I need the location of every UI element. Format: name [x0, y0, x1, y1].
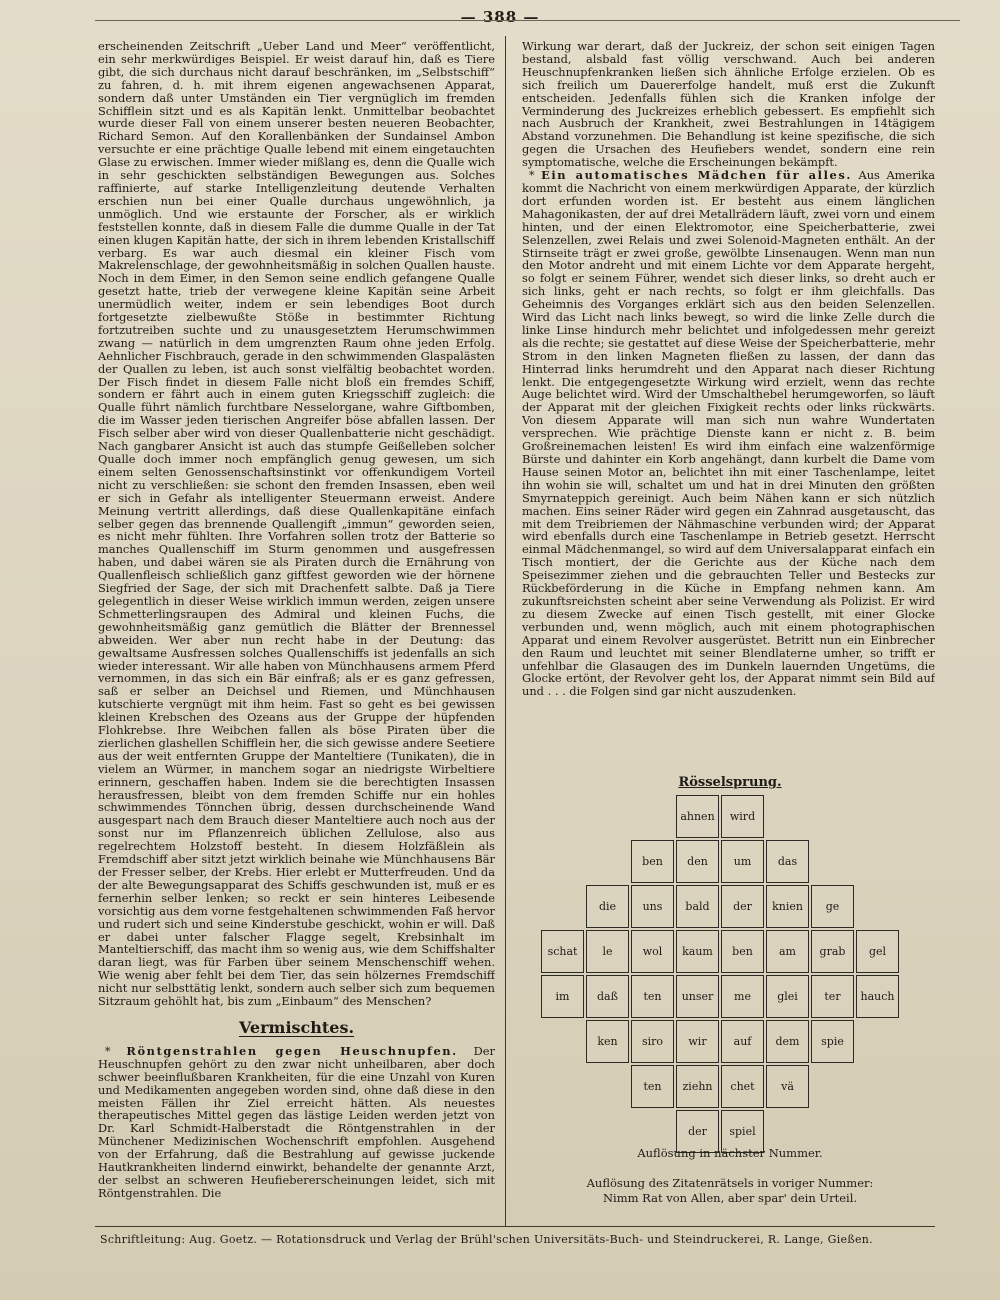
right-column — [522, 40, 935, 760]
xray-article: * Röntgenstrahlen gegen Heuschnupfen. Der Heuschnupfen gehört zu den zwar nicht unheilbaren, aber doch schwer beeinflußbaren Krankheiten, für die eine Unzahl von Kuren und Medikamenten angegeben worden sind, ohne daß diese in den meisten Fällen ihr Ziel erreicht hätten. Als neuestes therapeutisches Mittel gegen das lästige Leiden werden jetzt von Dr. Karl Schmidt-Halberstadt die Röntgenstrahlen in der Münchener Medizinischen Wochenschrift empfohlen. Ausgehend von der Erfahrung, daß die Bestrahlung auf gewisse juckende Hautkrankheiten lindernd einwirkt, behandelte der genannte Arzt, der selbst an schweren Heufiebererscheinungen leidet, sich mit Röntgenstrahlen. Die — [98, 1043, 495, 1200]
puzzle-cell: um — [721, 840, 764, 883]
puzzle-title: Rösselsprung. — [678, 775, 782, 790]
puzzle-cell: hauch — [856, 975, 899, 1018]
automaton-article-heading: Ein automatisches Mädchen für alles. — [541, 168, 852, 183]
header-rule — [95, 20, 960, 21]
puzzle-cell: wir — [676, 1020, 719, 1063]
xray-article-continuation: Wirkung war derart, daß der Juckreiz, der schon seit einigen Tagen bestand, alsbald fast völlig verschwand. Auch bei anderen Heuschnupfenkranken ließen sich ähnliche Erfolge erzielen. Ob es sich freilich um Dauererfolge handelt, muß erst die Zukunft entscheiden. Jedenfalls fühlen sich die Kranken infolge der Verminderung des Juckreizes erheblich gebessert. Es empfiehlt sich nach Ausbruch der Krankheit, zwei Bestrahlungen in 14tägigem Abstand vorzunehmen. Die Behandlung ist keine spezifische, die sich gegen die Ursachen des Heufiebers wendet, sondern eine rein symptomatische, welche die Erscheinungen bekämpft. — [522, 40, 935, 170]
imprint-footer: Schriftleitung: Aug. Goetz. — Rotationsdruck und Verlag der Brühl'schen Universitäts-Buch- und Steindruckerei, R. Lange, Gießen. — [100, 1233, 873, 1246]
puzzle-cell: unser — [676, 975, 719, 1018]
puzzle-cell: im — [541, 975, 584, 1018]
puzzle-note: Auflösung in nächster Nummer. — [637, 1146, 823, 1160]
puzzle-cell: ten — [631, 1065, 674, 1108]
puzzle-cell: grab — [811, 930, 854, 973]
puzzle-cell: spie — [811, 1020, 854, 1063]
puzzle-cell: chet — [721, 1065, 764, 1108]
section-title-vermischtes: Vermischtes. — [238, 1017, 355, 1037]
xray-article-heading: Röntgenstrahlen gegen Heuschnupfen. — [126, 1043, 458, 1058]
puzzle-cell: ken — [586, 1020, 629, 1063]
puzzle-cell: bald — [676, 885, 719, 928]
puzzle-cell: me — [721, 975, 764, 1018]
puzzle-cell: ter — [811, 975, 854, 1018]
puzzle-cell: dem — [766, 1020, 809, 1063]
puzzle-cell: siro — [631, 1020, 674, 1063]
puzzle-cell: der — [676, 1110, 719, 1153]
automaton-article: * Ein automatisches Mädchen für alles. Aus Amerika kommt die Nachricht von einem merkwürdigen Apparate, der kürzlich dort erfunden worden ist. Er besteht aus einem länglichen Mahagonikasten, der auf drei Metallrädern läuft, zwei vorn und einem hinten, und der einen Elektromotor, eine Speicherbatterie, zwei Selenzellen, zwei Relais und zwei Solenoid-Magneten enthält. An der Stirnseite trägt er zwei große, gewölbte Linsenaugen. Wenn man nun den Motor andreht und mit einem Lichte vor dem Apparate hergeht, so folgt er seinem Führer, wendet sich dieser links, so dreht auch er sich links, geht er nach rechts, so folgt er ihm gleichfalls. Das Geheimnis des Vorganges erklärt sich aus den beiden Selenzellen. Wird das Licht nach links bewegt, so wird die linke Zelle durch die linke Linse hindurch mehr belichtet und infolgedessen mehr gereizt als die rechte; sie gestattet auf diese Weise der Speicherbatterie, mehr Strom in den linken Magneten fließen zu lassen, der dann das Hinterrad links herumdreht und den Apparat nach dieser Richtung lenkt. Die entgegengesetzte Wirkung wird erzielt, wenn das rechte Auge belichtet wird. Wird der Umschalthebel herumgeworfen, so läuft der Apparat mit der gleichen Fixigkeit rechts oder links rückwärts. Von diesem Apparate will man sich nun wahre Wundertaten versprechen. Wie prächtige Dienste kann er nicht z. B. beim Großreinemachen leisten! Es wird ihm einfach eine walzenförmige Bürste und dahinter ein Korb angehängt, dann kurbelt die Dame vom Hause seinen Motor an, belichtet ihn mit einer Taschenlampe, leitet ihn wohin sie will, schaltet um und hat in drei Minuten den größten Smyrnateppich gereinigt. Auch beim Nähen kann er sich nützlich machen. Eins seiner Räder wird gegen ein Zahnrad ausgetauscht, das mit dem Treibriemen der Nähmaschine verbunden wird; der Apparat wird ebenfalls durch eine Taschenlampe in Betrieb gesetzt. Herrscht einmal Mädchenmangel, so wird auf dem Universalapparat einfach ein Tisch montiert, der die Gerichte aus der Küche nach dem Speisezimmer ziehen und die gebrauchten Teller und Bestecks zur Rückbeförderung in die Küche in Empfang nehmen kann. Am zukunftsreichsten scheint aber seine Verwendung als Polizist. Er wird zu diesem Zwecke auf einen Tisch gestellt, mit einer Glocke verbunden und, wenn möglich, auch mit einem photographischen Apparat und einem Revolver ausgerüstet. Betritt nun ein Einbrecher den Raum und leuchtet mit seiner Blendlaterne umher, so trifft er unfehlbar die Glasaugen des im Dunkeln lauernden Ungetüms, die Glocke ertönt, der Revolver geht los, der Apparat nimmt sein Bild auf und . . . die Folgen sind gar nicht auszudenken. — [522, 168, 935, 699]
previous-solution — [540, 1176, 920, 1206]
left-column — [98, 40, 495, 1220]
puzzle-cell: ge — [811, 885, 854, 928]
puzzle-cell: glei — [766, 975, 809, 1018]
column-divider — [505, 36, 506, 1226]
left-article-text: erscheinenden Zeitschrift „Ueber Land und Meer“ veröffentlicht, ein sehr merkwürdiges Beispiel. Er weist darauf hin, daß es Tiere gibt, die sich durchaus nicht darauf beschränken, im „Selbstschiff“ zu fahren, d. h. mit ihrem eigenen angewachsenen Apparat, sondern daß unter Umständen ein Tier vergnüglich im fremden Schifflein sitzt und es als Kapitän lenkt. Unmittelbar beobachtet wurde dieser Fall von einem unserer besten neueren Beobachter, Richard Semon. Auf den Korallenbänken der Sundainsel Ambon versuchte er eine prächtige Qualle lebend mit einem eingetauchten Glase zu erwischen. Immer wieder mißlang es, denn die Qualle wich in sehr geschickten selbständigen Bewegungen aus. Solches raffinierte, auf starke Intelligenzleitung deutende Verhalten erschien nun bei einer Qualle durchaus ungewöhnlich, ja unmöglich. Und wie erstaunte der Forscher, als er wirklich feststellen konnte, daß in diesem Falle die dumme Qualle in der Tat einen klugen Kapitän hatte, der sich in ihrem lebenden Kristallschiff verbarg. Es war auch diesmal ein kleiner Fisch vom Makrelenschlage, der gewohnheitsmäßig in solchen Quallen hauste. Noch in dem Eimer, in den Semon seine endlich gefangene Qualle gesetzt hatte, trieb der verwegene kleine Kapitän seine Arbeit unermüdlich weiter, indem er sein lebendiges Boot durch fortgesetzte zielbewußte Stöße in bestimmter Richtung fortzutreiben suchte und zu unausgesetztem Herumschwimmen zwang — natürlich in dem umgrenzten Raum ohne jeden Erfolg. Aehnlicher Fischbrauch, gerade in den schwimmenden Glaspalästen der Quallen zu leben, ist auch sonst vielfältig beobachtet worden. Der Fisch findet in diesem Falle nicht bloß ein fremdes Schiff, sondern er fährt auch in einem guten Kriegsschiff zugleich: die Qualle führt nämlich furchtbare Nesselorgane, wahre Giftbomben, die im Wasser jeden tierischen Angreifer böse abfallen lassen. Der Fisch selber aber wird von dieser Quallenbatterie nicht geschädigt. Nach gangbarer Ansicht ist auch das stumpfe Geißelleben solcher Qualle doch immer noch empfänglich genug gewesen, um sich einem selten Genossenschaftsinstinkt vor offenkundigem Vorteil nicht zu verschließen: sie schont den fremden Insassen, eben weil er sich in Gefahr als intelligenter Steuermann erweist. Andere Meinung vertritt allerdings, daß diese Quallenkapitäne einfach selber gegen das brennende Quallengift „immun“ geworden seien, es nicht mehr fühlten. Ihre Vorfahren sollen trotz der Batterie so manches Quallenschiff im Sturm genommen und ausgefressen haben, und dabei wären sie als Piraten durch die Ernährung von Quallenfleisch schließlich ganz giftfest geworden wie der hörnene Siegfried der Sage, der sich mit Drachenfett salbte. Daß ja Tiere gelegentlich in dieser Weise wirklich immun werden, zeigen unsere Schmetterlingsraupen des Admiral und kleinen Fuchs, die gewohnheitsmäßig ganz gemütlich die Blätter der Brennessel abweiden. Wer aber nun recht habe in der Deutung: das gewaltsame Ausfressen solches Quallenschiffs ist jedenfalls an sich wieder interessant. Wir alle haben von Münchhausens armem Pferd vernommen, in das sich ein Bär einfraß; als er es ganz gefressen, saß er selber an Deichsel und Riemen, und Münchhausen kutschierte vergnügt mit ihm heim. Fast so geht es bei gewissen kleinen Krebschen des Ozeans aus der Gruppe der hüpfenden Flohkrebse. Ihre Weibchen fallen als böse Piraten über die zierlichen glashellen Schifflein her, die sich gewisse andere Seetiere aus der weit entfernten Gruppe der Manteltiere (Tunikaten), die in vielem an Würmer, in manchem sogar an niedrigste Wirbeltiere erinnern, geschaffen haben. Indem sie die berechtigten Insassen herausfressen, bleibt von dem fremden Schiffe nur ein hohles schwimmendes Tönnchen übrig, dessen durchscheinende Wand ausgespart nach dem Brauch dieser Manteltiere auch noch aus der sonst nur im Pflanzenreich üblichen Zellulose, also aus regelrechtem Holzstoff besteht. In diesem Holzfäßlein als Fremdschiff aber sitzt jetzt wirklich beinahe wie Münchhausens Bär der Fresser selber, der Krebs. Hier erlebt er Mutterfreuden. Und da der alte Bewegungsapparat des Schiffs geschwunden ist, muß er es fernerhin selber lenken; so reckt er sein hinteres Leibesende vorsichtig aus dem vorne festgehaltenen schwimmenden Faß hervor und rudert sich und seine Kinderstube geschickt, wohin er will. Daß er dabei unter falscher Flagge segelt, Krebsinhalt im Manteltierschiff, das macht ihm so wenig aus, wie dem Schiffshalter daran liegt, was für Farben über seinem Menschenschiff wehen. Wie wenig aber fehlt bei dem Tier, das sein hölzernes Fremdschiff nicht nur selbsttätig lenkt, sondern auch selber sich zum bequemen Sitzraum gehöhlt hat, bis zum „Einbaum“ des Menschen? — [98, 40, 495, 1009]
automaton-article-text: Aus Amerika kommt die Nachricht von einem merkwürdigen Apparate, der kürzlich dort erfunden worden ist. Er besteht aus einem länglichen Mahagonikasten, der auf drei Metallrädern läuft, zwei vorn und einem hinten, und der einen Elektromotor, eine Speicherbatterie, zwei Selenzellen, zwei Relais und zwei Solenoid-Magneten enthält. An der Stirnseite trägt er zwei große, gewölbte Linsenaugen. Wenn man nun den Motor andreht und mit einem Lichte vor dem Apparate hergeht, so folgt er seinem Führer, wendet sich dieser links, so dreht auch er sich links, geht er nach rechts, so folgt er ihm gleichfalls. Das Geheimnis des Vorganges erklärt sich aus den beiden Selenzellen. Wird das Licht nach links bewegt, so wird die linke Zelle durch die linke Linse hindurch mehr belichtet und infolgedessen mehr gereizt als die rechte; sie gestattet auf diese Weise der Speicherbatterie, mehr Strom in den linken Magneten fließen zu lassen, der dann das Hinterrad links herumdreht und den Apparat nach dieser Richtung lenkt. Die entgegengesetzte Wirkung wird erzielt, wenn das rechte Auge belichtet wird. Wird der Umschalthebel herumgeworfen, so läuft der Apparat mit der gleichen Fixigkeit rechts oder links rückwärts. Von diesem Apparate will man sich nun wahre Wundertaten versprechen. Wie prächtige Dienste kann er nicht z. B. beim Großreinemachen leisten! Es wird ihm einfach eine walzenförmige Bürste und dahinter ein Korb angehängt, dann kurbelt die Dame vom Hause seinen Motor an, belichtet ihn mit einer Taschenlampe, leitet ihn wohin sie will, schaltet um und hat in drei Minuten den größten Smyrnateppich gereinigt. Auch beim Nähen kann er sich nützlich machen. Eins seiner Räder wird gegen ein Zahnrad ausgetauscht, das mit dem Treibriemen der Nähmaschine verbunden wird; der Apparat wird ebenfalls durch eine Taschenlampe in Betrieb gesetzt. Herrscht einmal Mädchenmangel, so wird auf dem Universalapparat einfach ein Tisch montiert, der die Gerichte aus der Küche nach dem Speisezimmer ziehen und die gebrauchten Teller und Bestecks zur Rückbeförderung in die Küche in Empfang nehmen kann. Am zukunftsreichsten scheint aber seine Verwendung als Polizist. Er wird zu diesem Zwecke auf einen Tisch gestellt, mit einer Glocke verbunden und, wenn möglich, auch mit einem photographischen Apparat und einem Revolver ausgerüstet. Betritt nun ein Einbrecher den Raum und leuchtet mit seiner Blendlaterne umher, so trifft er unfehlbar die Glasaugen des im Dunkeln lauernden Ungetüms, die Glocke ertönt, der Revolver geht los, der Apparat nimmt sein Bild auf und . . . die Folgen sind gar nicht auszudenken. — [522, 168, 935, 699]
page-number: — 388 — — [460, 8, 540, 26]
puzzle-cell: die — [586, 885, 629, 928]
puzzle-cell: knien — [766, 885, 809, 928]
puzzle-cell: auf — [721, 1020, 764, 1063]
puzzle-cell: am — [766, 930, 809, 973]
puzzle-cell: ben — [631, 840, 674, 883]
puzzle-cell: ahnen — [676, 795, 719, 838]
puzzle-cell: wol — [631, 930, 674, 973]
puzzle-cell: kaum — [676, 930, 719, 973]
xray-article-text: Der Heuschnupfen gehört zu den zwar nicht unheilbaren, aber doch schwer beeinflußbaren Krankheiten, für die eine Unzahl von Kuren und Medikamenten angegeben worden sind, ohne daß diese in den meisten Fällen ihr Ziel erreicht hätten. Als neuestes therapeutisches Mittel gegen das lästige Leiden werden jetzt von Dr. Karl Schmidt-Halberstadt die Röntgenstrahlen in der Münchener Medizinischen Wochenschrift empfohlen. Ausgehend von der Erfahrung, daß die Bestrahlung auf gewisse juckende Hautkrankheiten lindernd einwirkt, behandelte der genannte Arzt, der selbst an schweren Heufiebererscheinungen leidet, sich mit Röntgenstrahlen. Die — [98, 1043, 495, 1200]
puzzle-cell: wird — [721, 795, 764, 838]
solution-heading: Auflösung des Zitatenrätsels in voriger Nummer: — [586, 1176, 874, 1190]
puzzle-cell: le — [586, 930, 629, 973]
puzzle-cell: ten — [631, 975, 674, 1018]
solution-text: Nimm Rat von Allen, aber spar' dein Urteil. — [602, 1191, 858, 1205]
puzzle-cell: vä — [766, 1065, 809, 1108]
footer-rule — [95, 1226, 935, 1227]
puzzle-cell: schat — [541, 930, 584, 973]
puzzle-cell: das — [766, 840, 809, 883]
puzzle-cell: spiel — [721, 1110, 764, 1153]
puzzle-cell: ziehn — [676, 1065, 719, 1108]
puzzle-cell: gel — [856, 930, 899, 973]
puzzle-cell: daß — [586, 975, 629, 1018]
puzzle-cell: den — [676, 840, 719, 883]
puzzle-cell: der — [721, 885, 764, 928]
puzzle-cell: ben — [721, 930, 764, 973]
puzzle-cell: uns — [631, 885, 674, 928]
